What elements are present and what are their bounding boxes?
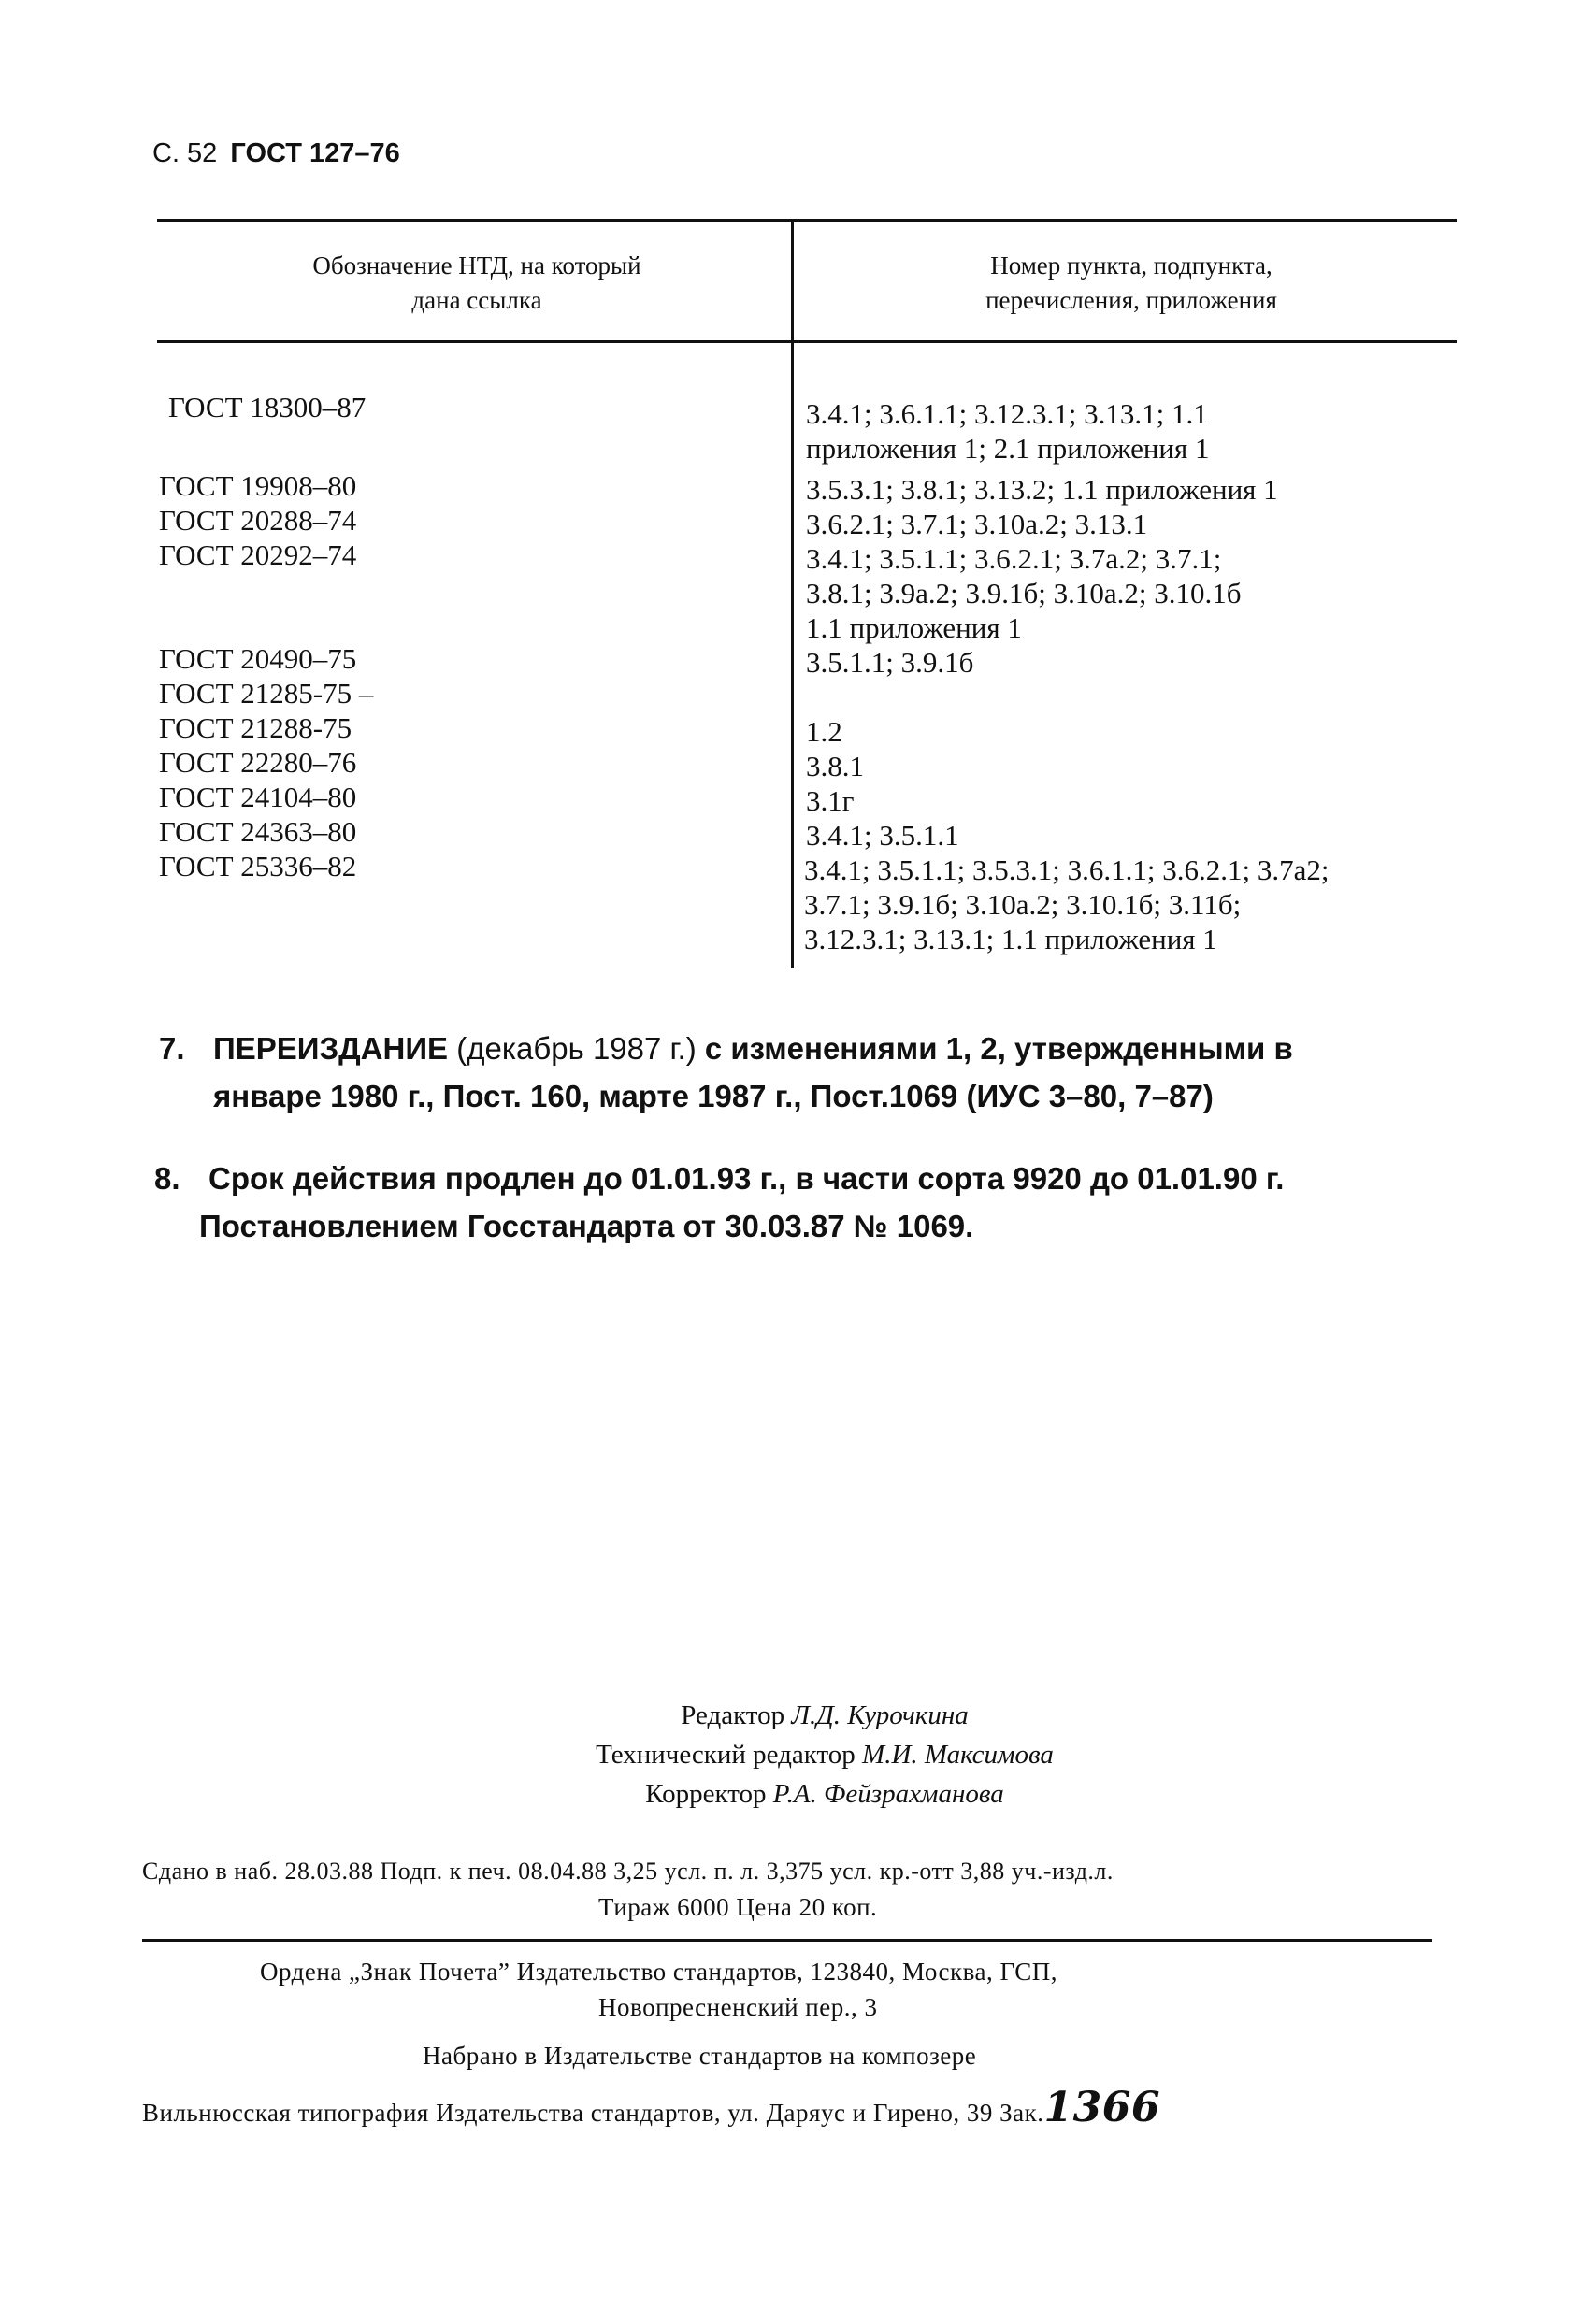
table-row-refs: 3.8.1 <box>806 750 864 782</box>
publisher-line-4: Вильнюсская типография Издательства стандартов, ул. Даряус и Гирено, 39 Зак.1366 <box>142 2084 1160 2131</box>
table-row-gost: ГОСТ 19908–80 <box>159 469 357 502</box>
table-header-rule <box>157 340 1457 343</box>
table-row-refs: 3.4.1; 3.5.1.1 <box>806 819 959 852</box>
table-row-gost: ГОСТ 25336–82 <box>159 850 357 882</box>
imprint-line-2: Тираж 6000 Цена 20 коп. <box>598 1893 878 1921</box>
item-number: 7. <box>159 1031 185 1066</box>
publisher-line-1: Ордена „Знак Почета” Издательство стандартов, 123840, Москва, ГСП, <box>260 1958 1058 1986</box>
table-row-refs: 3.5.1.1; 3.9.1б <box>806 646 974 679</box>
order-number-stamp: 1366 <box>1043 2084 1160 2131</box>
column-header-ntd: Обозначение НТД, на который дана ссылка <box>312 251 641 314</box>
credits-block <box>497 1696 1152 1814</box>
table-row-refs: 3.5.3.1; 3.8.1; 3.13.2; 1.1 приложения 1 <box>806 473 1278 506</box>
table-row-refs: 3.4.1; 3.5.1.1; 3.6.2.1; 3.7а.2; 3.7.1; 3.8.1; 3.9а.2; 3.9.1б; 3.10а.2; 3.10.1б 1.1 приложения 1 <box>806 542 1242 644</box>
table-row-gost: ГОСТ 20490–75 <box>159 642 357 675</box>
credit-technical-editor: Технический редактор М.И. Максимова <box>596 1740 1054 1770</box>
publisher-line-2: Новопресненский пер., 3 <box>598 1993 878 2021</box>
column-header-clause: Номер пункта, подпункта, перечисления, приложения <box>985 251 1277 314</box>
credit-editor: Редактор Л.Д. Курочкина <box>681 1700 969 1730</box>
table-row-gost: ГОСТ 22280–76 <box>159 746 357 779</box>
table-row-refs: 1.2 <box>806 715 842 748</box>
table-row-gost: ГОСТ 18300–87 <box>168 391 367 423</box>
table-row-refs: 3.4.1; 3.5.1.1; 3.5.3.1; 3.6.1.1; 3.6.2.1; 3.7а2; 3.7.1; 3.9.1б; 3.10а.2; 3.10.1б; 3.11б; 3.12.3.1; 3.13.1; 1.1 приложения 1 <box>804 854 1330 955</box>
standard-designation: ГОСТ 127–76 <box>230 138 400 168</box>
item-8-validity: 8. Срок действия продлен до 01.01.93 г., в части сорта 9920 до 01.01.90 г. Постановлением Госстандарта от 30.03.87 № 1069. <box>154 1155 1284 1250</box>
table-row-gost: ГОСТ 20288–74 <box>159 504 357 537</box>
item-7-reissue: 7. ПЕРЕИЗДАНИЕ (декабрь 1987 г.) с изменениями 1, 2, утвержденными в январе 1980 г., Пост. 160, марте 1987 г., Пост.1069 (ИУС 3–80, 7–87) <box>159 1025 1293 1120</box>
table-row-refs: 3.1г <box>806 784 855 817</box>
table-row-gost: ГОСТ 20292–74 <box>159 538 357 571</box>
imprint-rule <box>142 1939 1432 1942</box>
page-number: С. 52 <box>152 138 218 168</box>
table-row-gost: ГОСТ 24363–80 <box>159 815 357 848</box>
table-row-gost: ГОСТ 21285-75 – <box>159 677 374 710</box>
table-row-refs: 3.4.1; 3.6.1.1; 3.12.3.1; 3.13.1; 1.1 приложения 1; 2.1 приложения 1 <box>806 397 1210 465</box>
item-number: 8. <box>154 1161 180 1196</box>
table-row-refs: 3.6.2.1; 3.7.1; 3.10а.2; 3.13.1 <box>806 508 1148 540</box>
page-header <box>152 138 400 169</box>
credit-proofreader: Корректор Р.А. Фейзрахманова <box>645 1779 1004 1809</box>
table-row-gost: ГОСТ 24104–80 <box>159 781 357 813</box>
imprint-line-1: Сдано в наб. 28.03.88 Подп. к печ. 08.04.88 3,25 усл. п. л. 3,375 усл. кр.-отт 3,88 уч.-изд.л. <box>142 1858 1114 1885</box>
publisher-line-3: Набрано в Издательстве стандартов на композере <box>423 2042 977 2070</box>
table-row-gost: ГОСТ 21288-75 <box>159 711 352 744</box>
table-top-rule <box>157 219 1457 222</box>
table-column-divider <box>791 221 794 968</box>
